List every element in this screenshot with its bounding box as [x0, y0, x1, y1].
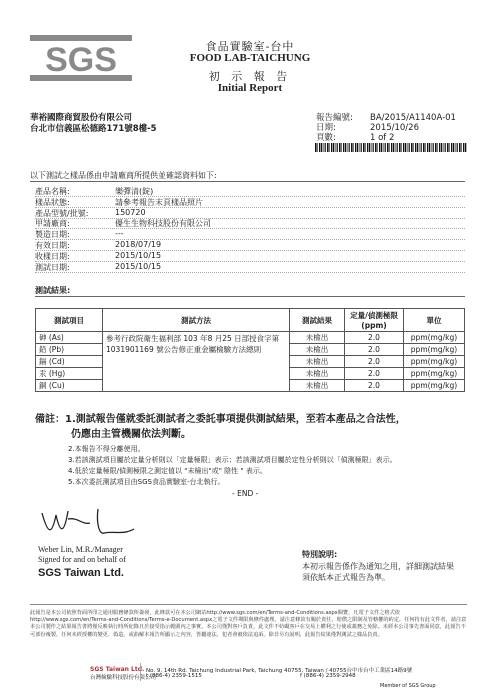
barcode-bar	[397, 143, 398, 152]
barcode-bar	[384, 143, 385, 152]
barcode-bar	[353, 143, 354, 152]
cell-unit: ppm(mg/kg)	[404, 380, 465, 392]
page-count	[316, 131, 394, 143]
info-value: 150720	[115, 207, 146, 217]
cell-limit: 2.0	[345, 332, 404, 344]
barcode-bar	[361, 143, 362, 152]
info-label: 收樣日期:	[35, 251, 70, 261]
barcode-bar	[372, 143, 373, 152]
barcode-bar	[435, 143, 437, 152]
barcode-bar	[336, 143, 337, 152]
barcode	[315, 143, 467, 152]
barcode-bar	[449, 143, 450, 152]
barcode-bar	[415, 143, 416, 152]
barcode-bar	[453, 143, 455, 152]
info-row	[35, 186, 465, 196]
col-header-method: 測試方法	[103, 309, 290, 332]
barcode-bar	[327, 143, 329, 152]
divider	[35, 296, 465, 297]
barcode-bar	[355, 143, 356, 152]
info-value: ---	[115, 229, 124, 239]
barcode-bar	[432, 143, 433, 152]
barcode-bar	[409, 143, 410, 152]
barcode-bar	[333, 143, 335, 152]
barcode-bar	[401, 143, 402, 152]
lab-name-en: FOOD LAB-TAICHUNG	[189, 52, 311, 64]
report-number-value: BA/2015/A1140A-01	[370, 113, 456, 123]
barcode-bar	[447, 143, 449, 152]
client-address: 台北市信義區松德路171號8樓-5	[30, 124, 157, 134]
barcode-bar	[341, 143, 342, 152]
info-label: 樣品狀態:	[35, 197, 70, 207]
barcode-bar	[321, 143, 323, 152]
info-label: 產品型號/批號:	[35, 208, 89, 218]
page-count-label: 頁數:	[316, 133, 336, 143]
barcode-bar	[331, 143, 332, 152]
info-label: 有效日期:	[35, 241, 70, 250]
note-2: 2.本報告不得分離使用。	[68, 445, 145, 453]
lab-name-cn: 食品實驗室-台中	[205, 40, 295, 53]
barcode-bar	[329, 143, 330, 152]
info-label: 製造日期:	[35, 230, 70, 240]
barcode-bar	[427, 143, 428, 152]
footer-fax: f (886-4) 2359-2948	[300, 673, 356, 679]
cell-method	[103, 332, 290, 392]
barcode-bar	[317, 143, 318, 152]
barcode-bar	[351, 143, 353, 152]
barcode-bar	[369, 143, 371, 152]
info-label: 甲請廠商:	[35, 219, 70, 229]
barcode-bar	[343, 143, 344, 152]
barcode-bar	[375, 143, 377, 152]
info-row	[35, 262, 465, 272]
client-name: 華裕國際商貿股份有限公司	[30, 113, 133, 123]
cell-unit: ppm(mg/kg)	[404, 356, 465, 368]
info-value: 優生生物科技股份有限公司	[115, 219, 211, 229]
barcode-bar	[403, 143, 404, 152]
cell-result: 未檢出	[290, 380, 345, 392]
table-row	[36, 332, 465, 344]
cell-result: 未檢出	[290, 356, 345, 368]
page-count-value: 1 of 2	[370, 133, 395, 143]
disclaimer-text: 此報告是本公司依照背面所印之通用服務條款所簽發，此條款可在本公司網站http://www.sgs.com/en/Terms-and-Conditions.aspx閱覽，凡電子文件之格式依http://www.sgs.com/en/Terms-and-Conditions/Terms-e-Document.aspx之電子文件期限與條件處理。請注意條款有關於責任、賠償之限制及管轄權的約定。任何持有此文件者，請注意本公司製作之結果報告書將僅反映執行時所紀錄且於接受指示範圍內之事實。本公司僅對客戶負責，此文件不妨礙客戶在交易上權利之行使或義務之免除。未經本公司事先書面同意，此報告不可部份複製。任何未經授權的變更、偽造、或曲解本報告所顯示之內容，皆屬違法，犯者會被依法追訴。除非另有說明，此報告結果僅對測試之樣品負責。	[30, 610, 467, 638]
barcode-bar	[437, 143, 438, 152]
footer-member: Member of SGS Group	[380, 683, 436, 689]
cell-unit: ppm(mg/kg)	[404, 344, 465, 356]
cell-result: 未檢出	[290, 368, 345, 380]
barcode-bar	[319, 143, 320, 152]
col-header-item: 測試項目	[36, 309, 103, 332]
cell-result: 未檢出	[290, 332, 345, 344]
barcode-bar	[463, 143, 464, 152]
barcode-bar	[381, 143, 383, 152]
method-line-2: 1031901169 號公告修正重金屬檢驗方法總則	[106, 345, 262, 354]
barcode-bar	[444, 143, 445, 152]
info-label: 產品名稱:	[35, 187, 70, 196]
barcode-bar	[413, 143, 414, 152]
footer-tel: t (886-4) 2359-1515	[146, 673, 202, 679]
footer-company-en: SGS Taiwan Ltd.	[90, 666, 145, 673]
barcode-bar	[456, 143, 457, 152]
barcode-bar	[357, 143, 359, 152]
barcode-bar	[385, 143, 386, 152]
logo-text: SGS	[45, 41, 117, 79]
barcode-bar	[408, 143, 409, 152]
barcode-bar	[396, 143, 397, 152]
end-marker: - END -	[232, 489, 259, 498]
note-5: 5.本次委託測試項目由SGS食品實驗室-台北執行。	[68, 478, 225, 486]
barcode-bar	[363, 143, 365, 152]
barcode-bar	[417, 143, 419, 152]
barcode-bar	[459, 143, 461, 152]
info-row	[35, 251, 465, 261]
report-date-value: 2015/10/26	[370, 123, 419, 133]
report-title-cn: 初 示 報 告	[208, 70, 292, 83]
report-title-en: Initial Report	[217, 82, 283, 94]
cell-item: 鉛 (Pb)	[36, 344, 103, 356]
cell-item: 鎘 (Cd)	[36, 356, 103, 368]
barcode-bar	[457, 143, 458, 152]
results-table	[35, 308, 465, 392]
barcode-bar	[439, 143, 440, 152]
special-note-title: 特別說明:	[302, 550, 338, 559]
info-value: 2018/07/19	[115, 240, 162, 249]
barcode-bar	[345, 143, 347, 152]
barcode-bar	[387, 143, 389, 152]
info-row	[35, 240, 465, 250]
barcode-bar	[420, 143, 421, 152]
intro-text: 以下測試之樣品係由申請廠商所提供並確認資料如下:	[30, 171, 217, 180]
barcode-bar	[405, 143, 407, 152]
info-divider	[35, 272, 465, 273]
info-row	[35, 197, 465, 207]
cell-item: 汞 (Hg)	[36, 368, 103, 380]
barcode-bar	[389, 143, 390, 152]
signatory-for: Signed for and on behalf of	[38, 555, 126, 564]
sgs-logo	[30, 35, 132, 81]
report-date-label: 日期:	[316, 123, 336, 133]
signature-image	[38, 505, 138, 541]
barcode-bar	[423, 143, 425, 152]
col-header-unit: 單位	[404, 309, 465, 332]
footer-company-cn: 台灣檢驗科技股份有限公司	[90, 675, 157, 681]
footer-divider	[30, 604, 467, 605]
barcode-bar	[379, 143, 380, 152]
info-value: 2015/10/15	[115, 261, 162, 271]
barcode-bar	[393, 143, 395, 152]
barcode-bar	[360, 143, 361, 152]
barcode-bar	[324, 143, 325, 152]
info-value: 2015/10/15	[115, 250, 162, 260]
cell-limit: 2.0	[345, 380, 404, 392]
note-1-line-1: 備註：1.測試報告僅就委託測試者之委託事項提供測試結果，至若本產品之合法性，	[35, 414, 406, 425]
cell-limit: 2.0	[345, 368, 404, 380]
info-row	[35, 218, 465, 228]
barcode-bar	[441, 143, 443, 152]
info-value: 樂彈清(錠)	[115, 187, 154, 196]
barcode-bar	[445, 143, 446, 152]
method-line-1: 參考行政院衛生福利部 103 年8 月25 日部授食字第	[106, 334, 280, 343]
barcode-bar	[429, 143, 431, 152]
footer-address: No. 9, 14th Rd. Taichung Industrial Park, Taichung 40755, Taiwan / 40755台中市台中工業區14路9號	[146, 668, 413, 674]
info-row	[35, 208, 465, 218]
note-3: 3.若該測試項目屬於定量分析則以「定量極限」表示；若該測試項目屬於定性分析則以「偵測極限」表示。	[68, 456, 397, 464]
signatory-name: Weber Lin, M.R./Manager	[38, 545, 123, 554]
barcode-bar	[461, 143, 462, 152]
barcode-bar	[451, 143, 452, 152]
note-4: 4.低於定量極限/偵測極限之測定值以 "未檢出"或" 陰性 " 表示。	[68, 467, 267, 475]
cell-unit: ppm(mg/kg)	[404, 368, 465, 380]
cell-unit: ppm(mg/kg)	[404, 332, 465, 344]
barcode-bar	[315, 143, 317, 152]
cell-limit: 2.0	[345, 344, 404, 356]
barcode-bar	[339, 143, 341, 152]
barcode-bar	[349, 143, 350, 152]
cell-limit: 2.0	[345, 356, 404, 368]
barcode-bar	[348, 143, 349, 152]
footer-separator	[140, 663, 141, 681]
col-header-limit: 定量/偵測極限(ppm)	[345, 309, 404, 332]
special-note-line-2: 須依紙本正式報告為準。	[302, 573, 390, 582]
barcode-bar	[433, 143, 434, 152]
report-number-label: 報告編號:	[316, 113, 353, 123]
cell-item: 銅 (Cu)	[36, 380, 103, 392]
barcode-bar	[399, 143, 401, 152]
info-row	[35, 229, 465, 239]
barcode-bar	[367, 143, 368, 152]
special-note-line-1: 本初示報告係作為通知之用，詳細測試結果	[302, 562, 454, 571]
note-1-line-2: 仍應由主管機關依法判斷。	[71, 429, 191, 440]
divider	[30, 181, 465, 182]
barcode-bar	[411, 143, 413, 152]
barcode-bar	[337, 143, 338, 152]
info-label: 測試日期:	[35, 262, 70, 272]
info-value: 請參考報告末頁樣品照片	[115, 197, 203, 207]
barcode-bar	[465, 143, 467, 152]
cell-result: 未檢出	[290, 344, 345, 356]
signatory-company: SGS Taiwan Ltd.	[38, 567, 124, 579]
barcode-bar	[377, 143, 378, 152]
barcode-bar	[391, 143, 392, 152]
barcode-bar	[373, 143, 374, 152]
barcode-bar	[325, 143, 326, 152]
barcode-bar	[425, 143, 426, 152]
barcode-bar	[421, 143, 422, 152]
note-1	[35, 412, 475, 442]
results-title: 測試結果:	[35, 286, 71, 295]
barcode-bar	[365, 143, 366, 152]
col-header-result: 測試結果	[290, 309, 345, 332]
cell-item: 砷 (As)	[36, 332, 103, 344]
